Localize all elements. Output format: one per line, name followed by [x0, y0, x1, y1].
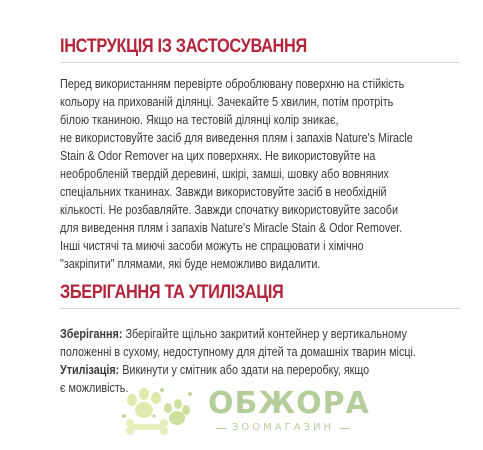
usage-line: "закріпити" плямами, які буде неможливо видалити.	[60, 256, 321, 271]
storage-line	[60, 325, 460, 343]
usage-section	[60, 36, 460, 273]
storage-section	[60, 282, 460, 397]
watermark-dash	[340, 428, 350, 429]
usage-line: кількості. Не розбавляйте. Завжди спочатку використовуйте засоби	[60, 202, 399, 217]
usage-line: Перед використанням перевірте оброблювану поверхню на стійкість	[60, 76, 405, 91]
watermark-title: ОБЖОРА	[208, 386, 370, 421]
watermark-subtitle-row	[210, 422, 356, 434]
usage-instructions	[60, 75, 460, 273]
usage-line: білою тканиною. Якщо на тестовій ділянці колір зникає,	[60, 112, 339, 127]
storage-text: Зберігайте щільно закритий контейнер у вертикальному	[122, 326, 407, 341]
disposal-label: Утилізація:	[60, 362, 120, 377]
watermark-subtitle: ЗООМАГАЗИН	[232, 422, 334, 433]
watermark-logo	[118, 382, 378, 442]
storage-heading: ЗБЕРІГАННЯ ТА УТИЛІЗАЦІЯ	[60, 282, 284, 303]
usage-line: кольору на прихованій ділянці. Зачекайте 5 хвилин, потім протріть	[60, 94, 394, 109]
usage-divider	[60, 62, 460, 63]
watermark-dash	[216, 428, 226, 429]
paw-bone-logo-icon	[118, 386, 196, 438]
usage-line: для виведення плям і запахів Nature's Miracle Stain & Odor Remover.	[60, 220, 403, 235]
disposal-line	[60, 361, 460, 379]
usage-line: необробленій твердій деревині, шкірі, замші, шовку або вовняних	[60, 166, 389, 181]
disposal-text: Викинути у смітник або здати на переробку, якщо	[119, 362, 370, 377]
storage-label: Зберігання:	[60, 326, 123, 341]
storage-divider	[60, 308, 460, 309]
storage-line: положенні в сухому, недоступному для дітей та домашніх тварин місці.	[60, 344, 416, 359]
usage-line: Stain & Odor Remover на цих поверхнях. Не використовуйте на	[60, 148, 376, 163]
usage-heading: ІНСТРУКЦІЯ ІЗ ЗАСТОСУВАННЯ	[60, 36, 307, 57]
usage-line: не використовуйте засіб для виведення плям і запахів Nature's Miracle	[60, 130, 413, 145]
disposal-line: є можливість.	[60, 380, 129, 395]
usage-line: Інші чистячі та миючі засоби можуть не спрацювати і хімічно	[60, 238, 364, 253]
usage-line: спеціальних тканинах. Завжди використовуйте засіб в необхідній	[60, 184, 387, 199]
